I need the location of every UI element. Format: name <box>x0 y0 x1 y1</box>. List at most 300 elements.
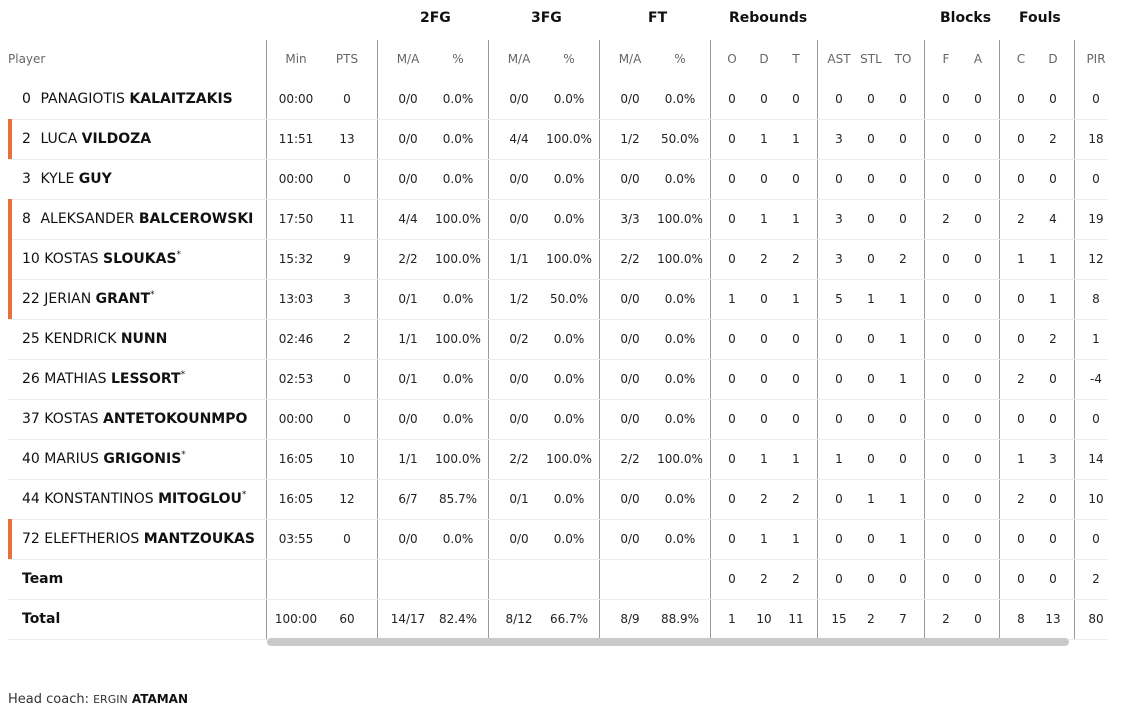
stat-to: 0 <box>899 212 907 226</box>
column-header-ft-ma[interactable]: M/A <box>618 52 642 66</box>
stat-pir: 8 <box>1092 292 1100 306</box>
stat-blk-f: 0 <box>942 332 950 346</box>
stat-fg2-ma: 2/2 <box>398 252 418 266</box>
player-number: 40 <box>22 451 40 467</box>
table-row <box>8 79 1108 120</box>
stat-ft-ma: 2/2 <box>620 452 640 466</box>
stat-ft-ma <box>602 559 658 599</box>
stat-fg3-ma: 0/0 <box>509 412 529 426</box>
stat-fg3-ma: 0/0 <box>509 532 529 546</box>
stat-to: 7 <box>899 612 907 626</box>
stat-reb-d: 2 <box>760 572 768 586</box>
stat-fg2-pct: 0.0% <box>442 532 474 546</box>
player-last-name: ANTETOKOUNMPO <box>102 411 248 427</box>
stat-fg2-pct: 0.0% <box>442 292 474 306</box>
player-name-link[interactable] <box>22 279 155 319</box>
stat-blk-a: 0 <box>974 92 982 106</box>
column-header-reb-t[interactable]: T <box>792 52 800 66</box>
player-first-name: ALEKSANDER <box>40 211 135 227</box>
table-row <box>8 319 1108 360</box>
stat-stl: 0 <box>867 572 875 586</box>
player-first-name: PANAGIOTIS <box>40 91 125 107</box>
column-header-fg2-pct[interactable]: % <box>452 52 464 66</box>
stat-fg3-pct: 100.0% <box>546 132 592 146</box>
head-coach-last-name: ATAMAN <box>131 692 189 706</box>
stat-ast: 15 <box>831 612 847 626</box>
stat-blk-a: 0 <box>974 572 982 586</box>
group-header-blocks: Blocks <box>940 10 992 26</box>
stat-reb-t: 0 <box>792 372 800 386</box>
stat-pir: 0 <box>1092 412 1100 426</box>
stat-foul-d: 2 <box>1049 332 1057 346</box>
stat-ft-pct: 0.0% <box>664 372 696 386</box>
stat-ast: 0 <box>835 572 843 586</box>
table-row <box>8 439 1108 480</box>
starter-marker <box>8 239 12 279</box>
stat-min: 16:05 <box>278 452 314 466</box>
stat-ast: 0 <box>835 532 843 546</box>
stat-foul-d: 0 <box>1049 572 1057 586</box>
stat-ft-pct: 0.0% <box>664 292 696 306</box>
stat-to: 1 <box>899 332 907 346</box>
stat-min: 100:00 <box>274 612 318 626</box>
stat-fg3-pct: 100.0% <box>546 252 592 266</box>
stat-ast: 0 <box>835 492 843 506</box>
table-row <box>8 359 1108 400</box>
player-name-link[interactable] <box>22 239 181 279</box>
stat-fg2-pct <box>430 559 486 599</box>
player-name-link[interactable] <box>22 319 167 359</box>
player-name-link[interactable] <box>22 439 186 479</box>
player-first-name: KONSTANTINOS <box>44 491 154 507</box>
stat-fg2-pct: 85.7% <box>438 492 478 506</box>
stat-ft-pct: 88.9% <box>660 612 700 626</box>
team-row <box>8 559 1108 600</box>
player-marker: * <box>241 490 247 500</box>
player-name-link[interactable] <box>22 79 233 119</box>
stat-min: 00:00 <box>278 172 314 186</box>
player-number: 2 <box>22 131 31 147</box>
stat-fg2-pct: 0.0% <box>442 172 474 186</box>
stat-pts: 0 <box>343 92 351 106</box>
stat-fg2-pct: 100.0% <box>435 452 481 466</box>
stat-ft-ma: 0/0 <box>620 172 640 186</box>
starter-marker <box>8 119 12 159</box>
stat-blk-f: 0 <box>942 292 950 306</box>
player-marker: * <box>176 250 182 260</box>
stat-to: 1 <box>899 292 907 306</box>
player-number: 22 <box>22 291 40 307</box>
stat-fg3-pct: 0.0% <box>553 532 585 546</box>
group-header-fouls: Fouls <box>1019 10 1061 26</box>
stat-reb-o: 1 <box>728 292 736 306</box>
stat-blk-f: 0 <box>942 372 950 386</box>
stat-blk-f: 0 <box>942 492 950 506</box>
head-coach <box>8 692 188 707</box>
stat-min: 17:50 <box>278 212 314 226</box>
stat-min: 16:05 <box>278 492 314 506</box>
column-header-min[interactable]: Min <box>285 52 307 66</box>
total-row <box>8 599 1108 640</box>
stat-blk-a: 0 <box>974 172 982 186</box>
stat-pts: 13 <box>339 132 355 146</box>
stat-blk-f: 0 <box>942 572 950 586</box>
stat-stl: 1 <box>867 492 875 506</box>
player-number: 44 <box>22 491 40 507</box>
stat-fg3-pct: 0.0% <box>553 492 585 506</box>
starter-marker <box>8 519 12 559</box>
stat-fg3-ma: 1/2 <box>509 292 529 306</box>
player-last-name: GRANT <box>95 291 150 307</box>
stat-fg2-ma: 0/0 <box>398 132 418 146</box>
stat-reb-t: 1 <box>792 532 800 546</box>
stat-blk-a: 0 <box>974 252 982 266</box>
stat-min <box>268 559 324 599</box>
stat-fg3-ma: 0/0 <box>509 372 529 386</box>
stat-blk-a: 0 <box>974 532 982 546</box>
stat-fg2-pct: 82.4% <box>438 612 478 626</box>
team-row-label: Team <box>22 571 64 587</box>
player-first-name: ELEFTHERIOS <box>44 531 140 547</box>
column-header-fg2-ma[interactable]: M/A <box>396 52 420 66</box>
stat-foul-c: 0 <box>1017 332 1025 346</box>
stat-pts: 11 <box>339 212 355 226</box>
stat-fg3-pct: 0.0% <box>553 332 585 346</box>
stat-fg3-ma: 0/1 <box>509 492 529 506</box>
column-header-ast[interactable]: AST <box>827 52 851 66</box>
stat-pts: 0 <box>343 532 351 546</box>
stat-pir: 0 <box>1092 532 1100 546</box>
stat-foul-d: 1 <box>1049 292 1057 306</box>
stat-blk-a: 0 <box>974 132 982 146</box>
stat-pir: 0 <box>1092 172 1100 186</box>
player-name-link[interactable] <box>22 399 247 439</box>
player-first-name: LUCA <box>40 131 78 147</box>
table-row <box>8 159 1108 200</box>
stat-fg3-ma: 0/2 <box>509 332 529 346</box>
stat-blk-f: 0 <box>942 252 950 266</box>
stat-ft-pct: 0.0% <box>664 332 696 346</box>
player-first-name: KOSTAS <box>44 411 99 427</box>
stat-min: 15:32 <box>278 252 314 266</box>
stat-ast: 0 <box>835 412 843 426</box>
stat-stl: 0 <box>867 452 875 466</box>
stat-blk-a: 0 <box>974 212 982 226</box>
stat-ft-pct: 0.0% <box>664 412 696 426</box>
stat-to: 1 <box>899 492 907 506</box>
stat-foul-d: 4 <box>1049 212 1057 226</box>
stat-reb-o: 0 <box>728 412 736 426</box>
stat-pts: 10 <box>339 452 355 466</box>
stat-foul-c: 8 <box>1017 612 1025 626</box>
table-row <box>8 119 1108 160</box>
player-first-name: KOSTAS <box>44 251 99 267</box>
stat-reb-d: 1 <box>760 132 768 146</box>
column-header-fg3-pct[interactable]: % <box>563 52 575 66</box>
stat-stl: 0 <box>867 132 875 146</box>
stat-ft-ma: 3/3 <box>620 212 640 226</box>
stat-blk-f: 0 <box>942 412 950 426</box>
player-number: 26 <box>22 371 40 387</box>
stat-min: 03:55 <box>278 532 314 546</box>
table-row <box>8 399 1108 440</box>
stat-stl: 0 <box>867 172 875 186</box>
stat-fg3-ma: 0/0 <box>509 92 529 106</box>
player-name-link[interactable] <box>22 119 151 159</box>
player-first-name: MARIUS <box>44 451 99 467</box>
player-number: 72 <box>22 531 40 547</box>
stat-fg2-ma: 0/0 <box>398 532 418 546</box>
stat-pir: 0 <box>1092 92 1100 106</box>
stat-min: 13:03 <box>278 292 314 306</box>
column-header-reb-o[interactable]: O <box>727 52 737 66</box>
stat-ast: 5 <box>835 292 843 306</box>
stat-stl: 0 <box>867 332 875 346</box>
stat-ast: 0 <box>835 92 843 106</box>
stat-ft-ma: 2/2 <box>620 252 640 266</box>
stat-pts <box>319 559 375 599</box>
stat-foul-d: 0 <box>1049 532 1057 546</box>
stat-min: 02:46 <box>278 332 314 346</box>
column-header-blk-a[interactable]: A <box>973 52 983 66</box>
stat-ft-pct: 100.0% <box>657 452 703 466</box>
stat-ast: 1 <box>835 452 843 466</box>
stat-pts: 60 <box>339 612 355 626</box>
column-header-ft-pct[interactable]: % <box>674 52 686 66</box>
stat-reb-t: 1 <box>792 212 800 226</box>
stat-blk-a: 0 <box>974 612 982 626</box>
stat-min: 11:51 <box>278 132 314 146</box>
stat-ft-ma: 1/2 <box>620 132 640 146</box>
stat-reb-o: 0 <box>728 252 736 266</box>
stat-ft-ma: 0/0 <box>620 92 640 106</box>
stat-reb-o: 0 <box>728 132 736 146</box>
stat-fg2-ma: 0/0 <box>398 412 418 426</box>
stat-reb-t: 1 <box>792 132 800 146</box>
player-number: 10 <box>22 251 40 267</box>
player-last-name: VILDOZA <box>81 131 152 147</box>
table-row <box>8 519 1108 560</box>
player-number: 8 <box>22 211 31 227</box>
stat-to: 2 <box>899 252 907 266</box>
stat-ft-ma: 0/0 <box>620 412 640 426</box>
player-last-name: MANTZOUKAS <box>143 531 255 547</box>
stat-fg2-pct: 0.0% <box>442 372 474 386</box>
stat-pir: 14 <box>1088 452 1104 466</box>
stat-pir: 1 <box>1092 332 1100 346</box>
stat-ft-ma: 0/0 <box>620 332 640 346</box>
stat-blk-f: 2 <box>942 212 950 226</box>
column-header-fg3-ma[interactable]: M/A <box>507 52 531 66</box>
group-header-rebounds: Rebounds <box>729 10 808 26</box>
player-last-name: LESSORT <box>110 371 181 387</box>
player-number: 0 <box>22 91 31 107</box>
stat-min: 00:00 <box>278 412 314 426</box>
stat-reb-d: 0 <box>760 92 768 106</box>
stat-to: 0 <box>899 452 907 466</box>
stat-foul-d: 0 <box>1049 172 1057 186</box>
stat-blk-f: 0 <box>942 452 950 466</box>
stat-fg2-ma: 0/1 <box>398 372 418 386</box>
column-header-reb-d[interactable]: D <box>759 52 769 66</box>
stat-fg3-pct: 0.0% <box>553 212 585 226</box>
stat-blk-f: 0 <box>942 92 950 106</box>
stat-stl: 0 <box>867 372 875 386</box>
column-header-stl[interactable]: STL <box>860 52 882 66</box>
column-header-blk-f[interactable]: F <box>942 52 950 66</box>
stat-foul-d: 0 <box>1049 92 1057 106</box>
column-header-to[interactable]: TO <box>894 52 912 66</box>
stat-fg3-pct: 66.7% <box>549 612 589 626</box>
stat-foul-d: 1 <box>1049 252 1057 266</box>
stat-fg3-pct: 50.0% <box>549 292 589 306</box>
stat-fg2-ma: 0/0 <box>398 172 418 186</box>
stat-min: 02:53 <box>278 372 314 386</box>
player-marker: * <box>150 290 155 300</box>
stat-stl: 0 <box>867 412 875 426</box>
table-row <box>8 199 1108 240</box>
player-name-link[interactable] <box>22 479 246 519</box>
stat-ft-pct: 50.0% <box>660 132 700 146</box>
stat-reb-t: 2 <box>792 492 800 506</box>
stat-ft-ma: 0/0 <box>620 492 640 506</box>
stat-reb-t: 0 <box>792 412 800 426</box>
stat-reb-o: 0 <box>728 212 736 226</box>
stat-pts: 9 <box>343 252 351 266</box>
stat-reb-o: 0 <box>728 372 736 386</box>
stat-fg3-ma: 0/0 <box>509 172 529 186</box>
stat-blk-a: 0 <box>974 372 982 386</box>
player-name-link[interactable] <box>22 159 112 199</box>
stat-blk-f: 0 <box>942 532 950 546</box>
horizontal-scrollbar[interactable] <box>267 638 1069 646</box>
stat-reb-t: 1 <box>792 292 800 306</box>
stat-fg3-ma: 2/2 <box>509 452 529 466</box>
stat-pts: 3 <box>343 292 351 306</box>
stat-pir: 18 <box>1088 132 1104 146</box>
stat-reb-d: 2 <box>760 492 768 506</box>
stat-foul-c: 1 <box>1017 252 1025 266</box>
stat-reb-d: 1 <box>760 212 768 226</box>
stat-stl: 1 <box>867 292 875 306</box>
stat-ast: 3 <box>835 252 843 266</box>
stat-stl: 0 <box>867 532 875 546</box>
stat-blk-f: 0 <box>942 132 950 146</box>
stat-reb-o: 0 <box>728 572 736 586</box>
player-last-name: GRIGONIS <box>103 451 182 467</box>
stat-pir: -4 <box>1090 372 1102 386</box>
stat-fg2-ma: 1/1 <box>398 452 418 466</box>
column-header-foul-c[interactable]: C <box>1016 52 1026 66</box>
stat-fg2-pct: 0.0% <box>442 132 474 146</box>
stat-ft-pct <box>652 559 708 599</box>
stat-reb-t: 2 <box>792 572 800 586</box>
stat-ast: 3 <box>835 132 843 146</box>
stat-fg2-pct: 0.0% <box>442 412 474 426</box>
stat-ast: 0 <box>835 372 843 386</box>
stat-foul-c: 0 <box>1017 572 1025 586</box>
stat-to: 0 <box>899 412 907 426</box>
stat-pts: 2 <box>343 332 351 346</box>
stat-fg3-pct <box>541 559 597 599</box>
stat-reb-o: 1 <box>728 612 736 626</box>
stat-foul-c: 2 <box>1017 492 1025 506</box>
stat-fg3-pct: 0.0% <box>553 92 585 106</box>
stat-fg2-pct: 100.0% <box>435 212 481 226</box>
stat-foul-d: 2 <box>1049 132 1057 146</box>
stat-foul-c: 0 <box>1017 412 1025 426</box>
stat-to: 1 <box>899 532 907 546</box>
player-number: 37 <box>22 411 40 427</box>
stat-foul-c: 0 <box>1017 92 1025 106</box>
player-marker: * <box>180 370 186 380</box>
stat-ft-pct: 0.0% <box>664 172 696 186</box>
stat-reb-d: 0 <box>760 292 768 306</box>
group-header-3fg: 3FG <box>531 10 562 26</box>
stat-reb-d: 1 <box>760 452 768 466</box>
player-last-name: KALAITZAKIS <box>129 91 233 107</box>
stat-reb-d: 0 <box>760 332 768 346</box>
stat-reb-t: 0 <box>792 332 800 346</box>
column-header-foul-d[interactable]: D <box>1048 52 1058 66</box>
stat-reb-d: 0 <box>760 372 768 386</box>
stat-reb-d: 1 <box>760 532 768 546</box>
player-name-link[interactable] <box>22 199 253 239</box>
stat-fg3-ma: 1/1 <box>509 252 529 266</box>
stat-ft-pct: 100.0% <box>657 212 703 226</box>
player-number: 25 <box>22 331 40 347</box>
stat-foul-c: 0 <box>1017 532 1025 546</box>
column-header-pts[interactable]: PTS <box>335 52 359 66</box>
stat-fg3-ma <box>491 559 547 599</box>
stat-fg2-pct: 0.0% <box>442 92 474 106</box>
stat-reb-t: 2 <box>792 252 800 266</box>
stat-fg2-ma: 14/17 <box>390 612 426 626</box>
stat-ast: 0 <box>835 332 843 346</box>
player-marker: * <box>181 450 186 460</box>
player-name-link[interactable] <box>22 519 255 559</box>
stat-reb-o: 0 <box>728 532 736 546</box>
column-header-player: Player <box>8 52 46 66</box>
stat-fg2-ma: 4/4 <box>398 212 418 226</box>
stat-ft-pct: 100.0% <box>657 252 703 266</box>
stat-stl: 0 <box>867 252 875 266</box>
stat-foul-c: 0 <box>1017 172 1025 186</box>
player-last-name: SLOUKAS <box>102 251 177 267</box>
stat-blk-a: 0 <box>974 412 982 426</box>
stat-pts: 12 <box>339 492 355 506</box>
stat-foul-c: 0 <box>1017 292 1025 306</box>
stat-reb-t: 0 <box>792 92 800 106</box>
stat-ft-ma: 0/0 <box>620 532 640 546</box>
stat-pir: 10 <box>1088 492 1104 506</box>
stat-foul-c: 2 <box>1017 372 1025 386</box>
stat-blk-a: 0 <box>974 492 982 506</box>
player-name-link[interactable] <box>22 359 185 399</box>
player-last-name: NUNN <box>120 331 168 347</box>
stat-fg3-pct: 0.0% <box>553 412 585 426</box>
column-header-pir[interactable]: PIR <box>1086 52 1106 66</box>
stat-to: 0 <box>899 572 907 586</box>
stat-fg2-pct: 100.0% <box>435 332 481 346</box>
stat-fg2-ma: 0/0 <box>398 92 418 106</box>
stat-blk-a: 0 <box>974 292 982 306</box>
stat-ast: 0 <box>835 172 843 186</box>
stat-pir: 80 <box>1088 612 1104 626</box>
stat-ft-ma: 8/9 <box>620 612 640 626</box>
stat-foul-d: 0 <box>1049 492 1057 506</box>
stat-foul-d: 0 <box>1049 372 1057 386</box>
